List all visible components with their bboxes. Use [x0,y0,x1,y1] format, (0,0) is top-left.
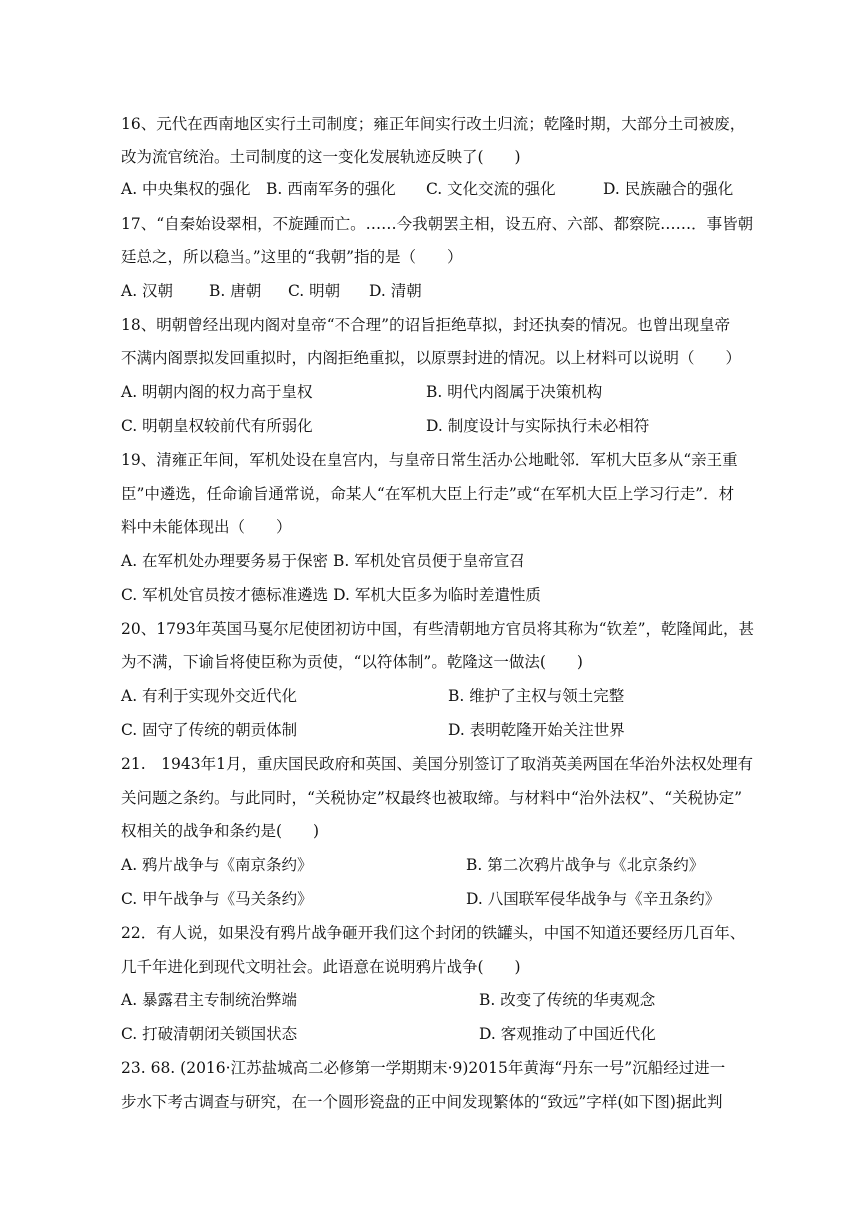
question-21-stem-line-3: 权相关的战争和条约是( ) [121,822,320,840]
option-c: C. 文化交流的强化 [426,180,556,198]
option-c: C. 甲午战争与《马关条约》 [121,890,313,908]
question-22-stem-line-2: 几千年进化到现代文明社会。此语意在说明鸦片战争( ) [121,958,521,976]
question-22-options-row-2 [121,1024,741,1044]
question-21-options-row-1 [121,855,741,875]
option-d: D. 表明乾隆开始关注世界 [448,721,625,739]
option-c-d: C. 军机处官员按才德标准遴选 D. 军机大臣多为临时差遣性质 [121,586,541,604]
question-19-stem-line-1: 19、清雍正年间，军机处设在皇宫内，与皇帝日常生活办公地毗邻．军机大臣多从“亲王重 [121,451,738,469]
question-19-options-row-2 [121,585,741,605]
option-d: D. 清朝 [369,282,422,300]
option-c: C. 固守了传统的朝贡体制 [121,721,298,739]
question-16-stem-line-1: 16、元代在西南地区实行土司制度；雍正年间实行改土归流；乾隆时期，大部分土司被废， [121,115,746,133]
option-d: D. 客观推动了中国近代化 [479,1025,656,1043]
question-20-stem-line-2: 为不满，下谕旨将使臣称为贡使，“以符体制”。乾隆这一做法( ) [121,653,583,671]
option-a: A. 暴露君主专制统治弊端 [121,991,298,1009]
question-21-stem-line-1: 21. 1943年1月，重庆国民政府和英国、美国分别签订了取消英美两国在华治外法权处理有 [121,755,753,773]
option-a: A. 鸦片战争与《南京条约》 [121,856,313,874]
question-18-stem-line-2: 不满内阁票拟发回重拟时，内阁拒绝重拟，以原票封进的情况。以上材料可以说明（ ） [121,349,742,367]
question-17-stem-line-2: 廷总之，所以稳当。”这里的“我朝”指的是（ ） [121,248,463,266]
question-20-options-row-2 [121,720,741,740]
option-d: D. 八国联军侵华战争与《辛丑条约》 [466,890,721,908]
question-16-options [121,179,741,199]
option-a: A. 中央集权的强化 [121,180,251,198]
option-c: C. 打破清朝闭关锁国状态 [121,1025,298,1043]
question-18-options-row-2 [121,416,741,436]
question-22-stem-line-1: 22．有人说，如果没有鸦片战争砸开我们这个封闭的铁罐头，中国不知道还要经历几百年、 [121,924,746,942]
option-a: A. 有利于实现外交近代化 [121,687,298,705]
question-23-stem-line-2: 步水下考古调查与研究，在一个圆形瓷盘的正中间发现繁体的“致远”字样(如下图)据此判 [121,1093,723,1111]
question-17-stem-line-1: 17、“自秦始设翠相，不旋踵而亡。……今我朝罢主相，设五府、六部、都察院……．事皆朝 [121,215,754,233]
option-c: C. 明朝皇权较前代有所弱化 [121,417,313,435]
option-b: B. 唐朝 [209,282,262,300]
question-18-stem-line-1: 18、明朝曾经出现内阁对皇帝“不合理”的诏旨拒绝草拟，封还执奏的情况。也曾出现皇帝 [121,316,731,334]
option-a: A. 明朝内阁的权力高于皇权 [121,383,313,401]
option-b: B. 第二次鸦片战争与《北京条约》 [466,856,705,874]
question-17-options [121,281,741,301]
option-d: D. 制度设计与实际执行未必相符 [426,417,650,435]
question-19-options-row-1 [121,551,741,571]
option-b: B. 明代内阁属于决策机构 [426,383,603,401]
question-19-stem-line-2: 臣”中遴选，任命谕旨通常说，命某人“在军机大臣上行走”或“在军机大臣上学习行走”．材 [121,485,735,503]
question-19-stem-line-3: 料中未能体现出（ ） [121,518,292,536]
question-22-options-row-1 [121,990,741,1010]
question-23-stem-line-1: 23. 68. (2016·江苏盐城高二必修第一学期期末·9)2015年黄海“丹东一号”沉船经过进一 [121,1059,726,1077]
option-c: C. 明朝 [288,282,341,300]
option-b: B. 西南军务的强化 [266,180,396,198]
option-b: B. 维护了主权与领土完整 [448,687,625,705]
question-20-stem-line-1: 20、1793年英国马戛尔尼使团初访中国，有些清朝地方官员将其称为“钦差”，乾隆闻此，甚 [121,620,755,638]
question-16-stem-line-2: 改为流官统治。土司制度的这一变化发展轨迹反映了( ) [121,148,521,166]
question-21-stem-line-2: 关问题之条约。与此同时，“关税协定”权最终也被取缔。与材料中“治外法权”、“关税协定” [121,789,743,807]
option-d: D. 民族融合的强化 [603,180,734,198]
option-b: B. 改变了传统的华夷观念 [479,991,656,1009]
question-21-options-row-2 [121,889,741,909]
option-a-b: A. 在军机处办理要务易于保密 B. 军机处官员便于皇帝宣召 [121,552,525,570]
question-18-options-row-1 [121,382,741,402]
option-a: A. 汉朝 [121,282,174,300]
question-20-options-row-1 [121,686,741,706]
